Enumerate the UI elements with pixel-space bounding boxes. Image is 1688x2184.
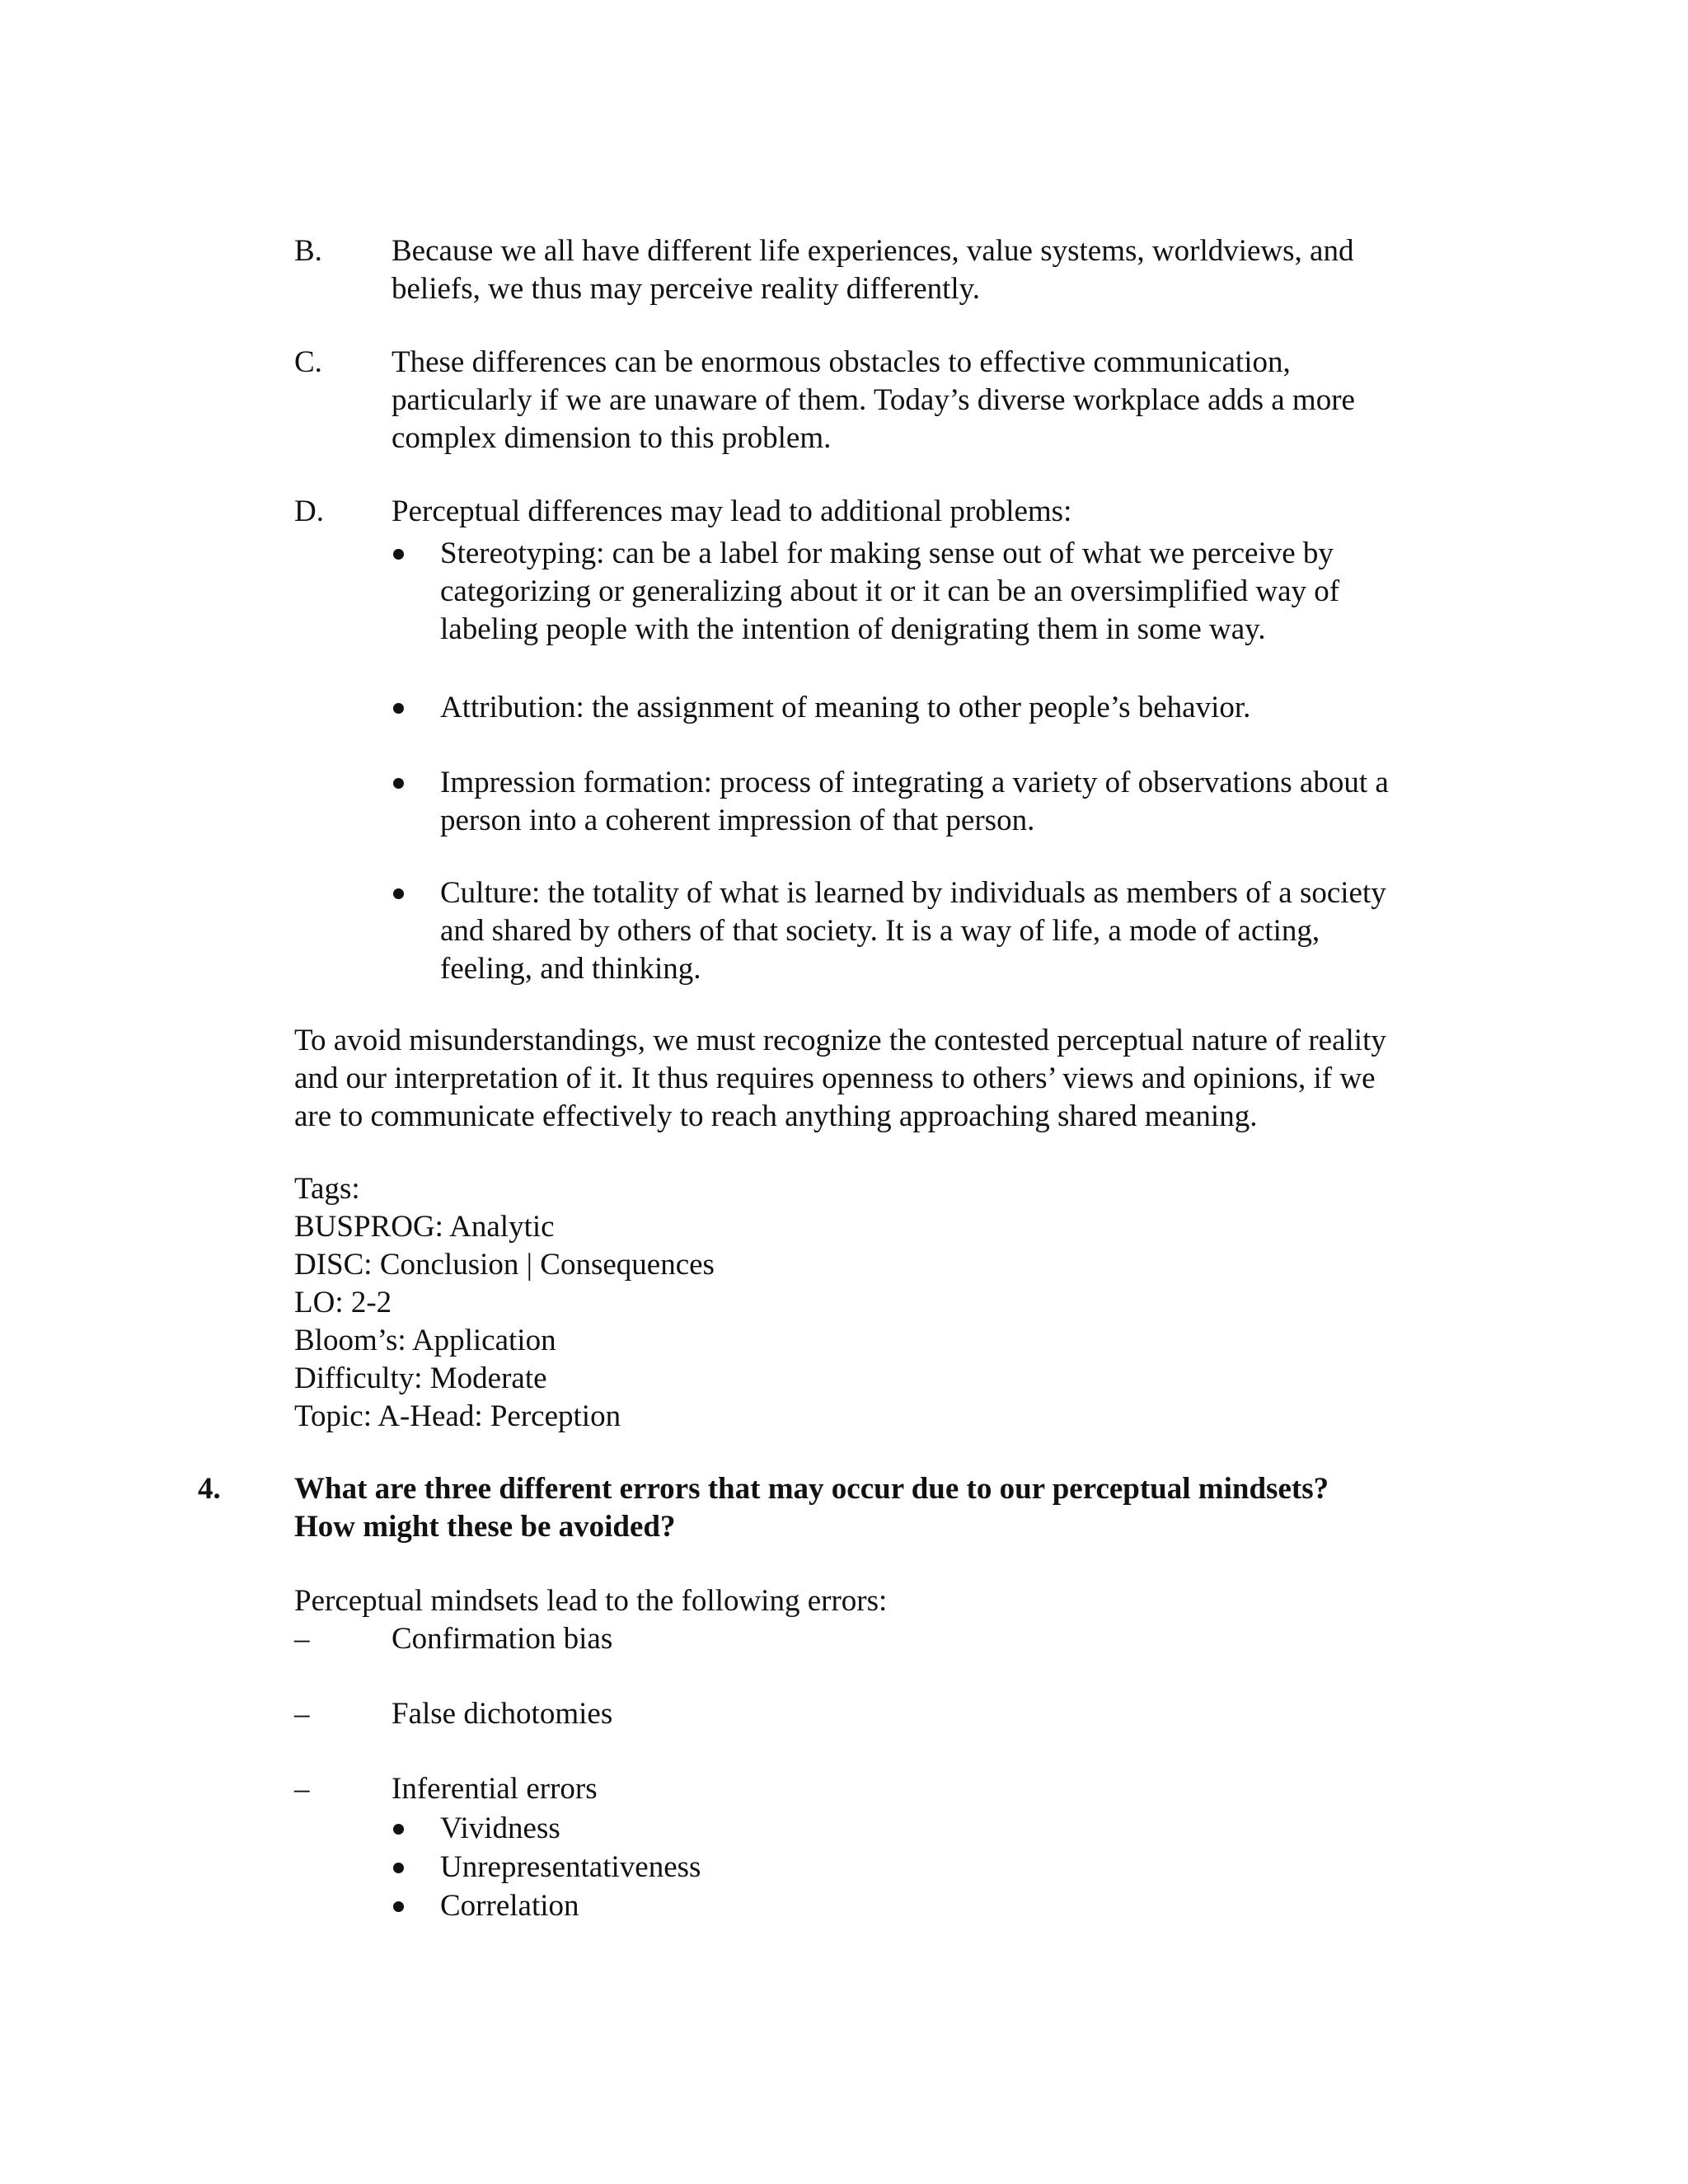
tags-heading: Tags: [294,1172,360,1206]
bullet-icon [393,1901,404,1912]
conclusion-line-2: and our interpretation of it. It thus requires openness to others’ views and opinions, if we [294,1062,1376,1095]
bullet-culture-line-3: feeling, and thinking. [440,952,701,986]
tag-lo: LO: 2-2 [294,1286,392,1319]
bullet-icon [393,703,404,714]
item-c-marker: C. [294,345,322,379]
bullet-icon [393,1824,404,1835]
answer-intro: Perceptual mindsets lead to the following errors: [294,1584,888,1618]
dash-marker: – [294,1772,310,1806]
bullet-attribution-line-1: Attribution: the assignment of meaning to other people’s behavior. [440,691,1251,724]
bullet-stereotyping-line-2: categorizing or generalizing about it or it can be an oversimplified way of [440,574,1340,608]
item-d-marker: D. [294,494,324,528]
bullet-stereotyping-line-3: labeling people with the intention of denigrating them in some way. [440,612,1266,646]
tag-difficulty: Difficulty: Moderate [294,1361,547,1395]
question-number: 4. [198,1472,221,1506]
bullet-icon [393,1863,404,1873]
conclusion-line-1: To avoid misunderstandings, we must recognize the contested perceptual nature of reality [294,1024,1386,1057]
item-c-line-2: particularly if we are unaware of them. Today’s diverse workplace adds a more [392,383,1355,417]
question-line-1: What are three different errors that may occur due to our perceptual mindsets? [294,1472,1329,1506]
question-line-2: How might these be avoided? [294,1510,676,1544]
error-confirmation-bias: Confirmation bias [392,1622,613,1656]
bullet-culture-line-1: Culture: the totality of what is learned by individuals as members of a society [440,876,1386,910]
conclusion-line-3: are to communicate effectively to reach anything approaching shared meaning. [294,1099,1258,1133]
item-b-line-1: Because we all have different life experiences, value systems, worldviews, and [392,234,1354,268]
tag-topic: Topic: A-Head: Perception [294,1399,621,1433]
bullet-icon [393,888,404,899]
item-b-marker: B. [294,234,322,268]
subitem-unrepresentativeness: Unrepresentativeness [440,1850,701,1884]
item-c-line-1: These differences can be enormous obstacles to effective communication, [392,345,1291,379]
subitem-vividness: Vividness [440,1811,560,1845]
bullet-icon [393,778,404,789]
item-d-line-1: Perceptual differences may lead to additional problems: [392,494,1072,528]
item-c-line-3: complex dimension to this problem. [392,421,832,455]
tag-disc: DISC: Conclusion | Consequences [294,1248,715,1282]
error-inferential-errors: Inferential errors [392,1772,598,1806]
tag-busprog: BUSPROG: Analytic [294,1210,555,1244]
dash-marker: – [294,1697,310,1731]
bullet-impression-line-2: person into a coherent impression of that person. [440,804,1035,837]
bullet-icon [393,549,404,560]
dash-marker: – [294,1622,310,1656]
error-false-dichotomies: False dichotomies [392,1697,613,1731]
bullet-impression-line-1: Impression formation: process of integrating a variety of observations about a [440,766,1389,799]
bullet-stereotyping-line-1: Stereotyping: can be a label for making sense out of what we perceive by [440,537,1334,570]
tag-blooms: Bloom’s: Application [294,1324,556,1357]
item-b-line-2: beliefs, we thus may perceive reality differently. [392,272,981,306]
subitem-correlation: Correlation [440,1889,579,1923]
bullet-culture-line-2: and shared by others of that society. It is a way of life, a mode of acting, [440,914,1320,948]
